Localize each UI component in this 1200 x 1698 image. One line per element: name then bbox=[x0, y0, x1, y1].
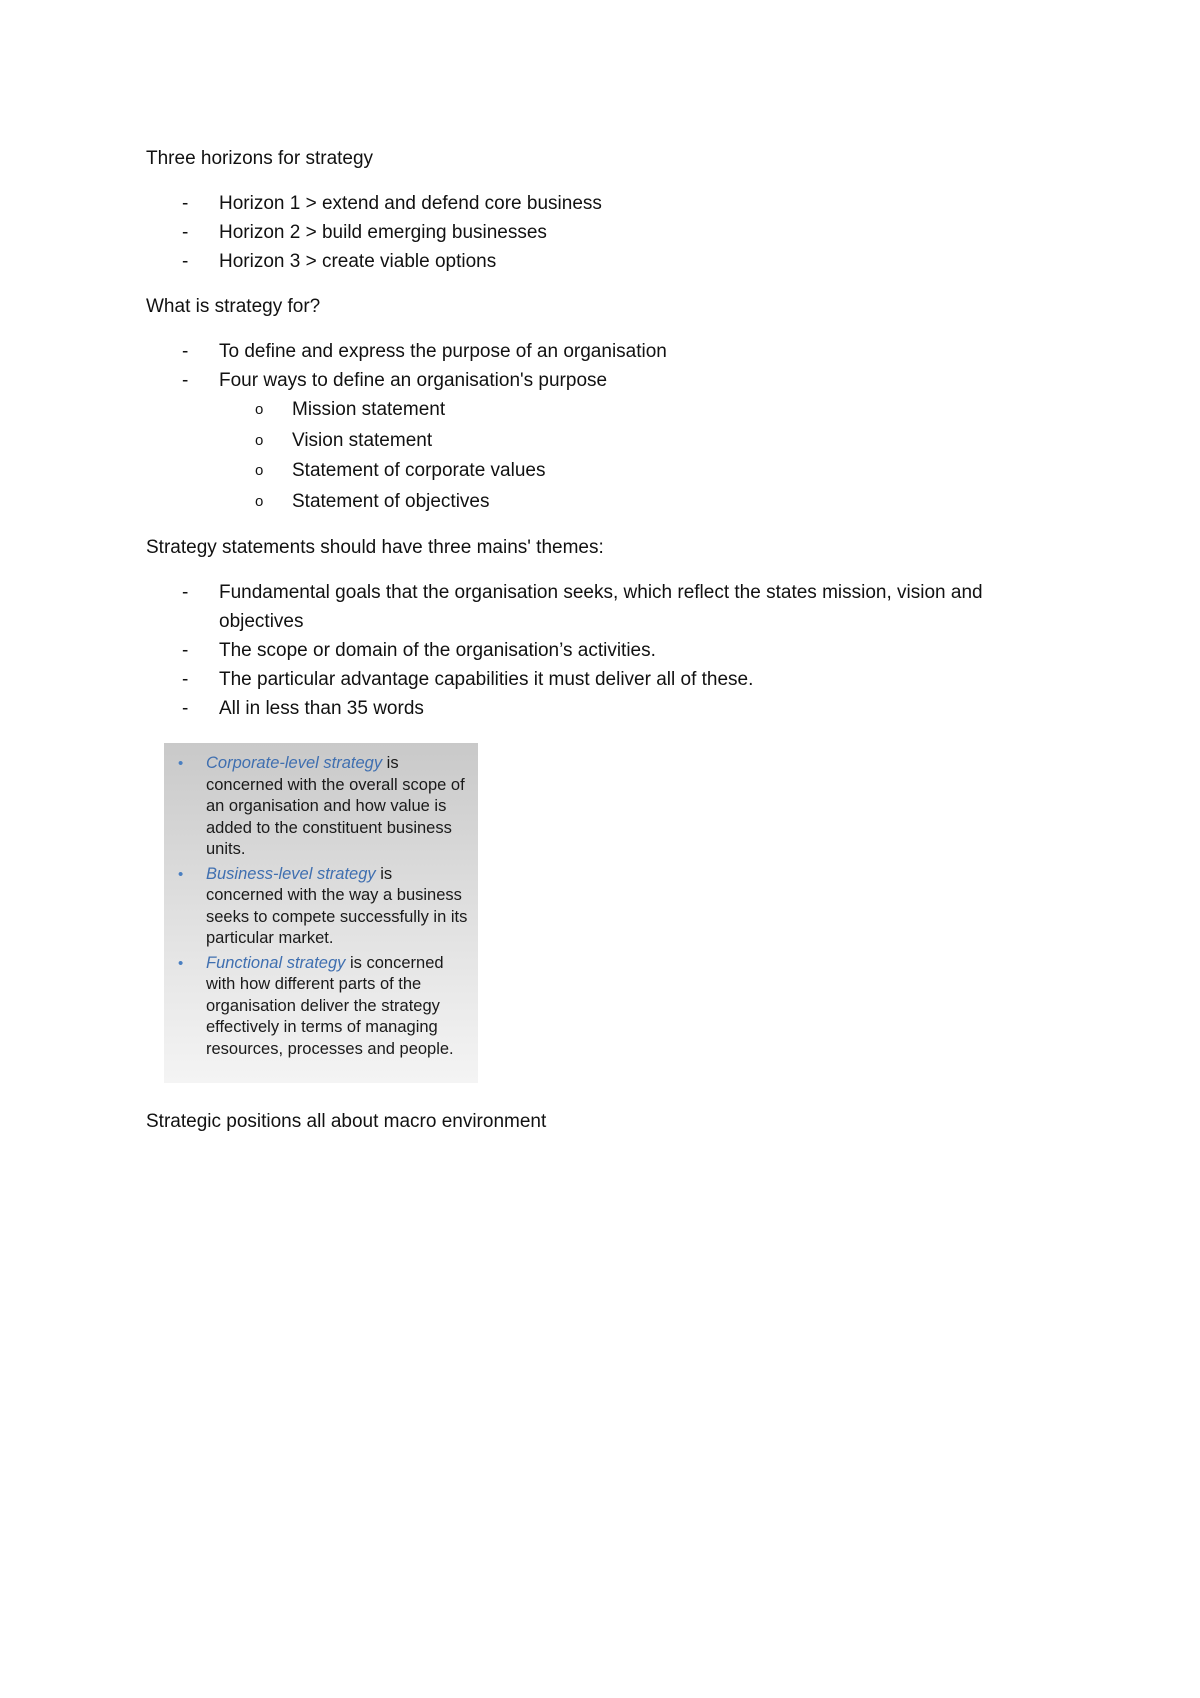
slide-text: is concerned with how different parts of the organisation deliver the strategy effectively in terms of managing resources, processes and people. bbox=[206, 953, 454, 1058]
sublist-item: o Vision statement bbox=[219, 426, 1046, 457]
list-item: - Horizon 2 > build emerging businesses bbox=[146, 218, 1046, 247]
horizons-list bbox=[146, 189, 1046, 276]
dash-marker: - bbox=[182, 370, 189, 391]
circle-marker: o bbox=[255, 492, 264, 510]
sublist-item: o Statement of objectives bbox=[219, 487, 1046, 518]
purpose-list bbox=[146, 337, 1046, 517]
circle-marker: o bbox=[255, 462, 264, 479]
closing-paragraph: Strategic positions all about macro environment bbox=[146, 1111, 547, 1132]
list-item: - Fundamental goals that the organisation seeks, which reflect the states mission, vision and objectives bbox=[146, 578, 1046, 636]
heading-strategy-statements: Strategy statements should have three mains' themes: bbox=[146, 537, 604, 558]
dash-marker: - bbox=[182, 698, 189, 719]
list-item: - The scope or domain of the organisation’s activities. bbox=[146, 636, 1046, 665]
document-content bbox=[146, 144, 1046, 1152]
slide-text: is concerned with the overall scope of an organisation and how value is added to the constituent business units. bbox=[206, 754, 465, 858]
list-item: - The particular advantage capabilities it must deliver all of these. bbox=[146, 665, 1046, 694]
circle-marker: o bbox=[255, 431, 264, 449]
list-item: - All in less than 35 words bbox=[146, 694, 1046, 723]
sublist-item: o Mission statement bbox=[219, 395, 1046, 426]
list-item: - Horizon 3 > create viable options bbox=[146, 247, 1046, 276]
dash-marker: - bbox=[182, 193, 189, 214]
heading-three-horizons: Three horizons for strategy bbox=[146, 148, 374, 169]
slide-term: Functional strategy bbox=[206, 953, 346, 972]
circle-marker: o bbox=[255, 401, 264, 418]
slide-bullet-item bbox=[178, 864, 468, 950]
dash-marker: - bbox=[182, 222, 189, 243]
heading-strategy-for: What is strategy for? bbox=[146, 296, 321, 317]
slide-bullet-marker: • bbox=[178, 954, 184, 972]
slide-term: Business-level strategy bbox=[206, 864, 376, 883]
dash-marker: - bbox=[182, 251, 189, 272]
list-item: - Four ways to define an organisation's purpose o Mission statement o Vision statement o Statement of corporate values o Statement of objectives bbox=[146, 366, 1046, 517]
list-item: - To define and express the purpose of an organisation bbox=[146, 337, 1046, 366]
purpose-sublist bbox=[219, 395, 1046, 517]
slide-bullet-marker: • bbox=[178, 865, 184, 883]
dash-marker: - bbox=[182, 582, 189, 603]
slide-bullet-marker: • bbox=[178, 755, 184, 772]
dash-marker: - bbox=[182, 341, 189, 362]
strategy-levels-slide-image bbox=[164, 743, 478, 1083]
list-item: - Horizon 1 > extend and defend core business bbox=[146, 189, 1046, 218]
themes-list bbox=[146, 578, 1046, 723]
slide-text: is concerned with the way a business seeks to compete successfully in its particular market. bbox=[206, 864, 468, 947]
slide-bullet-list bbox=[178, 753, 468, 1060]
slide-bullet-item bbox=[178, 753, 468, 861]
dash-marker: - bbox=[182, 669, 189, 690]
dash-marker: - bbox=[182, 640, 189, 661]
sublist-item: o Statement of corporate values bbox=[219, 456, 1046, 487]
slide-term: Corporate-level strategy bbox=[206, 754, 383, 772]
slide-bullet-item bbox=[178, 953, 468, 1061]
